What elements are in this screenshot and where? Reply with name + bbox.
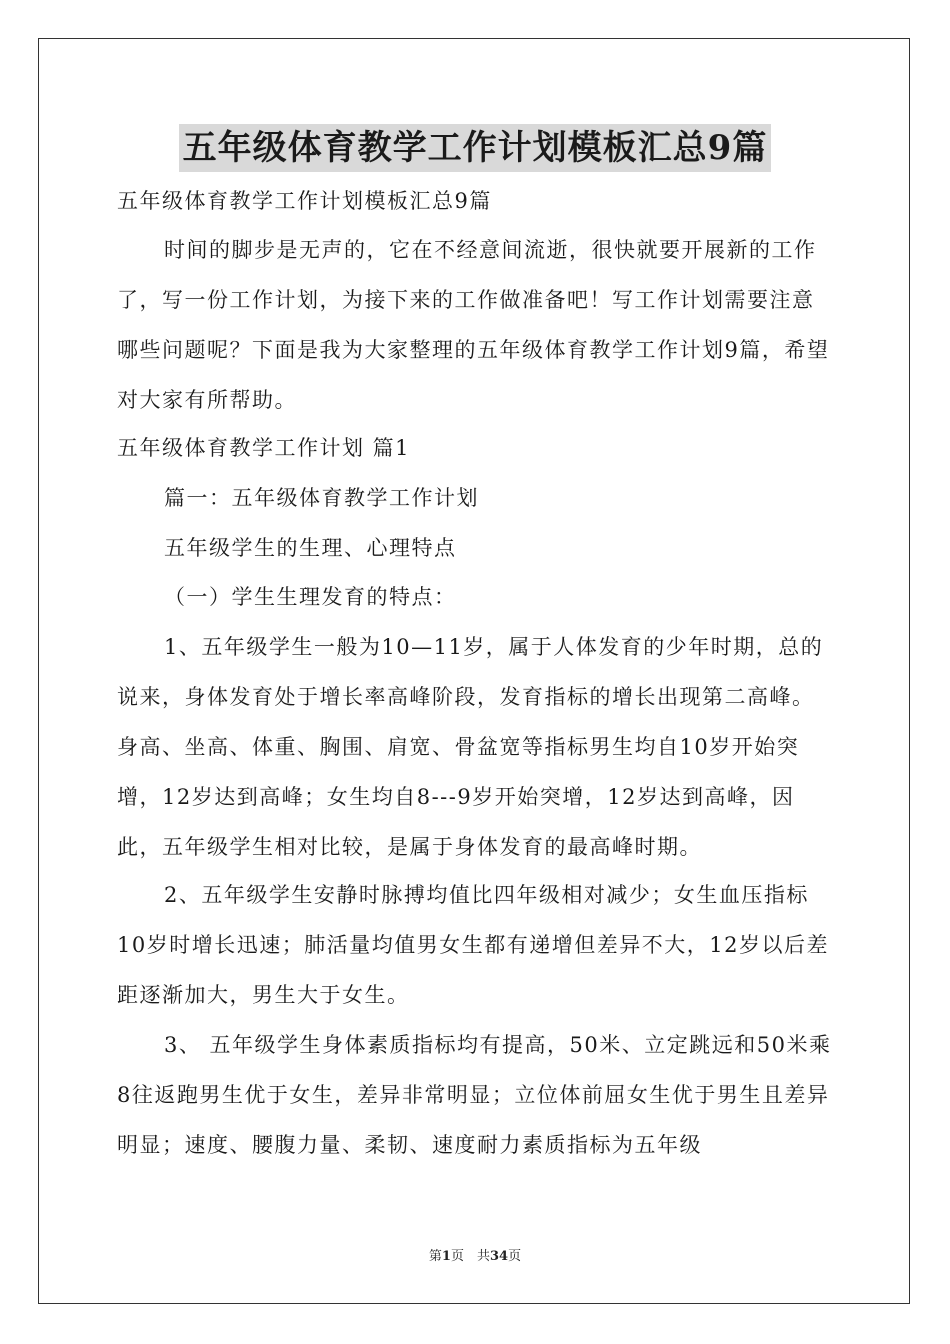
- sub-heading: （一）学生生理发育的特点：: [164, 585, 457, 609]
- section-heading: 五年级体育教学工作计划 篇1: [117, 436, 411, 460]
- document-title: 五年级体育教学工作计划模板汇总9篇: [179, 124, 772, 172]
- footer-page-prefix: 第: [428, 1249, 442, 1264]
- point-2-paragraph: 2、五年级学生安静时脉搏均值比四年级相对减少；女生血压指标10岁时增长迅速；肺活量均值男女生都有递增但差异不大，12岁以后差距逐渐加大，男生大于女生。: [117, 883, 829, 1007]
- point-1-paragraph: 1、五年级学生一般为10—11岁，属于人体发育的少年时期，总的说来，身体发育处于增长率高峰阶段，发育指标的增长出现第二高峰。身高、坐高、体重、胸围、肩宽、骨盆宽等指标男生均自10岁开始突增，12岁达到高峰；女生均自8---9岁开始突增，12岁达到高峰，因此，五年级学生相对比较，是属于身体发育的最高峰时期。: [117, 635, 824, 859]
- footer-page-current: 1: [441, 1249, 451, 1264]
- title-container: [0, 124, 950, 172]
- footer-page-total: 34: [489, 1249, 509, 1264]
- intro-paragraph: 时间的脚步是无声的，它在不经意间流逝，很快就要开展新的工作了，写一份工作计划，为接下来的工作做准备吧！写工作计划需要注意哪些问题呢？下面是我为大家整理的五年级体育教学工作计划9篇，希望对大家有所帮助。: [117, 238, 830, 412]
- topic-heading: 五年级学生的生理、心理特点: [164, 536, 457, 560]
- document-subtitle: 五年级体育教学工作计划模板汇总9篇: [117, 189, 492, 213]
- footer-page-mid: 页 共: [450, 1249, 490, 1264]
- part-heading: 篇一：五年级体育教学工作计划: [164, 486, 479, 510]
- point-3-paragraph: 3、 五年级学生身体素质指标均有提高，50米、立定跳远和50米乘8往返跑男生优于女生，差异非常明显；立位体前屈女生优于男生且差异明显；速度、腰腹力量、柔韧、速度耐力素质指标为五年级: [117, 1033, 832, 1157]
- footer-page-suffix: 页: [508, 1249, 522, 1264]
- page-footer: [0, 1245, 950, 1264]
